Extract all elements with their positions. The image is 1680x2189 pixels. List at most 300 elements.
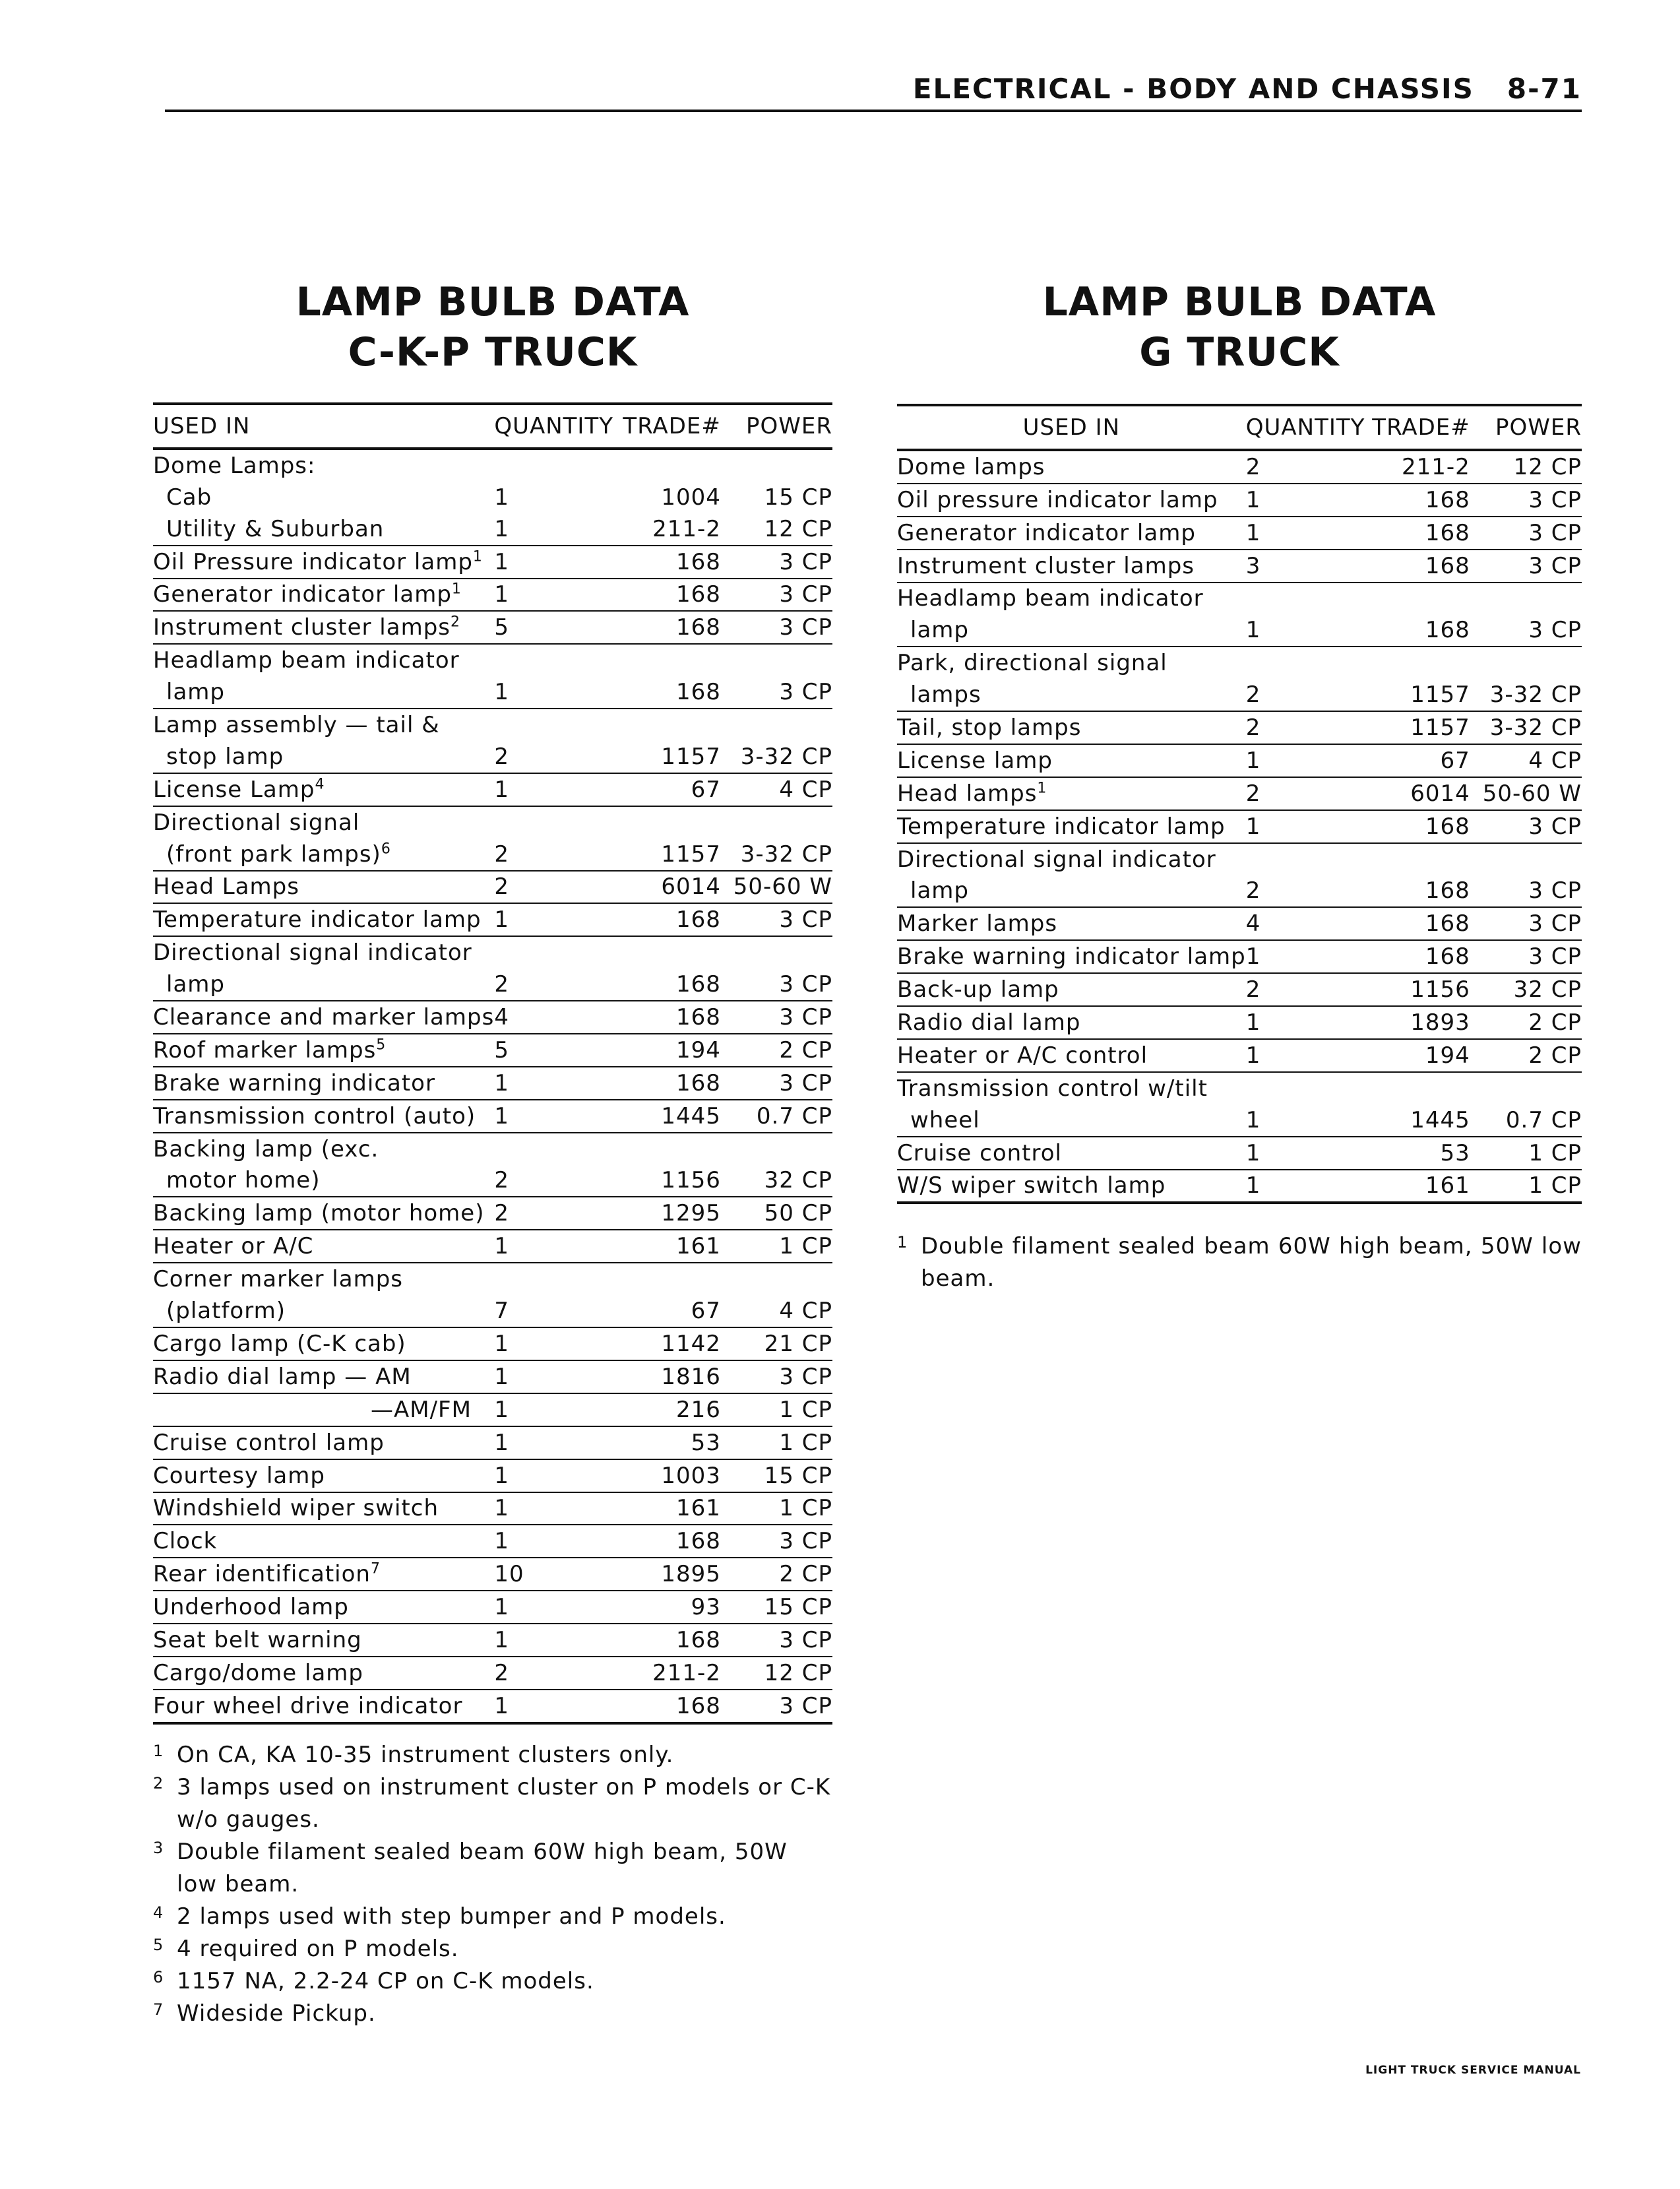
trade-cell [613, 1492, 721, 1525]
power-cell [721, 1067, 832, 1100]
table-row [897, 940, 1582, 973]
used-in-cell-text: Instrument cluster lamps [153, 614, 451, 641]
quantity-cell-text: 1 [1245, 747, 1261, 774]
used-in-cell-text: lamps [910, 682, 981, 709]
footnote-marker: 6 [153, 1967, 164, 1986]
trade-cell-text: 168 [675, 614, 721, 641]
trade-cell [1365, 907, 1470, 940]
footnote-ref: 7 [370, 1560, 381, 1577]
used-in-cell [897, 1137, 1246, 1170]
used-in-cell-text: Cargo lamp (C-K cab) [153, 1330, 406, 1357]
quantity-cell [494, 1624, 613, 1657]
trade-cell [1365, 679, 1470, 711]
table-row [153, 449, 832, 482]
quantity-cell-text: 2 [494, 1200, 509, 1227]
footnote-text: Double filament sealed beam 60W high beam, 50W low beam. [177, 1838, 788, 1897]
quantity-cell [1246, 810, 1365, 843]
trade-cell-text: 1157 [661, 841, 721, 868]
quantity-cell-text: 1 [494, 1102, 509, 1129]
power-cell-text: 50-60 W [1482, 780, 1582, 807]
quantity-cell [494, 871, 613, 904]
trade-cell [613, 1100, 721, 1133]
quantity-cell-text: 1 [494, 548, 509, 575]
used-in-cell [897, 550, 1246, 583]
table-row [153, 676, 832, 709]
power-cell-text: 1 CP [779, 1396, 832, 1423]
power-cell [1470, 1039, 1582, 1072]
page-number: 8-71 [1507, 73, 1582, 105]
trade-cell-text: 1445 [1410, 1106, 1470, 1133]
quantity-cell [494, 1230, 613, 1263]
trade-cell [613, 1591, 721, 1624]
power-cell-text: 3 CP [1528, 813, 1582, 840]
table-row [153, 482, 832, 513]
power-cell-text: 2 CP [1528, 1042, 1582, 1069]
power-cell-text: 12 CP [1513, 453, 1582, 480]
power-cell [721, 1426, 832, 1459]
table-row [153, 1295, 832, 1327]
power-cell-text: 3-32 CP [1489, 714, 1582, 742]
used-in-cell [153, 1067, 494, 1100]
used-in-cell [153, 1525, 494, 1558]
trade-cell-text: 168 [675, 906, 721, 934]
power-cell-text: 1 CP [779, 1495, 832, 1522]
trade-cell [613, 1001, 721, 1034]
power-cell-text: 2 CP [779, 1561, 832, 1588]
header-rule [165, 110, 1582, 112]
used-in-cell-text: Directional signal indicator [897, 846, 1216, 873]
table-row [153, 1034, 832, 1067]
trade-cell-text: 1156 [1410, 976, 1470, 1003]
quantity-cell-text: 2 [494, 1659, 509, 1686]
trade-cell [613, 1165, 721, 1197]
power-cell [721, 1001, 832, 1034]
quantity-cell [1246, 550, 1365, 583]
power-cell-text: 3 CP [1528, 519, 1582, 546]
g-title-line2: G TRUCK [1139, 329, 1340, 375]
power-cell-text: 3 CP [779, 1692, 832, 1719]
trade-cell-text: 1156 [661, 1167, 721, 1194]
table-row [897, 810, 1582, 843]
table-row [153, 1197, 832, 1230]
quantity-cell-text: 5 [494, 1036, 509, 1063]
footnote-text: Double filament sealed beam 60W high beam, 50W low beam. [921, 1233, 1582, 1292]
trade-cell-text: 67 [691, 1298, 721, 1325]
power-cell [721, 482, 832, 513]
quantity-cell [494, 936, 613, 968]
table-row [153, 1492, 832, 1525]
used-in-cell [897, 679, 1246, 711]
power-cell-text: 3 CP [779, 614, 832, 641]
used-in-cell [153, 1426, 494, 1459]
trade-cell [613, 1558, 721, 1591]
trade-cell-text: 194 [675, 1036, 721, 1063]
used-in-cell-text: Head lamps [897, 780, 1038, 807]
quantity-cell-text: 1 [494, 1495, 509, 1522]
table-row [897, 1039, 1582, 1072]
quantity-cell [1246, 517, 1365, 550]
used-in-cell [153, 644, 494, 676]
quantity-cell-text: 5 [494, 614, 509, 641]
power-cell [721, 1327, 832, 1360]
trade-cell-text: 168 [1425, 877, 1470, 904]
power-cell [1470, 679, 1582, 711]
power-cell [721, 773, 832, 806]
trade-cell-text: 168 [675, 1004, 721, 1031]
quantity-cell [494, 1263, 613, 1295]
quantity-cell [1246, 843, 1365, 875]
quantity-cell [494, 1393, 613, 1426]
trade-cell [613, 546, 721, 579]
quantity-cell-text: 1 [1245, 943, 1261, 970]
trade-cell-text: 6014 [661, 873, 721, 901]
power-cell-text: 3 CP [779, 1004, 832, 1031]
used-in-cell [897, 517, 1246, 550]
trade-cell [613, 579, 721, 612]
power-cell [1470, 614, 1582, 647]
table-row [897, 875, 1582, 908]
trade-cell [1365, 1170, 1470, 1203]
quantity-cell-text: 2 [494, 971, 509, 998]
quantity-cell [494, 1657, 613, 1690]
power-cell [721, 936, 832, 968]
quantity-cell-text: 1 [1245, 1106, 1261, 1133]
used-in-cell [897, 777, 1246, 810]
table-row [153, 1263, 832, 1295]
quantity-cell [494, 1591, 613, 1624]
power-cell [1470, 1006, 1582, 1039]
used-in-cell [153, 1690, 494, 1723]
table-row [153, 1459, 832, 1492]
power-cell [721, 1690, 832, 1723]
quantity-cell [1246, 875, 1365, 908]
power-cell-text: 1 CP [779, 1429, 832, 1456]
used-in-cell-text: Generator indicator lamp [153, 581, 452, 608]
power-cell-text: 4 CP [779, 776, 832, 803]
used-in-cell [153, 1034, 494, 1067]
trade-cell-text: 1142 [661, 1330, 721, 1357]
table-row [153, 871, 832, 904]
power-cell-text: 0.7 CP [1505, 1106, 1582, 1133]
table-row [153, 1657, 832, 1690]
power-cell [721, 1133, 832, 1165]
power-cell-text: 1 CP [779, 1233, 832, 1260]
table-row [897, 711, 1582, 744]
quantity-cell [1246, 614, 1365, 647]
quantity-cell-text: 1 [494, 1528, 509, 1555]
trade-cell [1365, 647, 1470, 679]
used-in-cell [153, 1263, 494, 1295]
quantity-cell [494, 968, 613, 1001]
used-in-cell-text: Roof marker lamps [153, 1036, 377, 1063]
used-in-cell [897, 1104, 1246, 1137]
trade-cell [1365, 777, 1470, 810]
trade-cell-text: 168 [1425, 617, 1470, 644]
quantity-cell-text: 1 [494, 1594, 509, 1621]
quantity-cell [494, 1558, 613, 1591]
used-in-cell [153, 1360, 494, 1393]
power-cell [1470, 1137, 1582, 1170]
quantity-cell [1246, 1072, 1365, 1104]
used-in-cell [897, 940, 1246, 973]
quantity-cell-text: 1 [494, 1692, 509, 1719]
used-in-cell [153, 449, 494, 482]
footnote-marker: 1 [897, 1233, 908, 1252]
g-table-header [897, 405, 1582, 450]
table-row [153, 806, 832, 839]
trade-cell-text: 168 [675, 548, 721, 575]
quantity-cell-text: 1 [494, 581, 509, 608]
used-in-cell [897, 973, 1246, 1006]
used-in-cell [897, 711, 1246, 744]
power-cell-text: 3 CP [779, 1528, 832, 1555]
quantity-cell [1246, 679, 1365, 711]
used-in-cell [897, 614, 1246, 647]
quantity-cell [494, 1133, 613, 1165]
trade-cell [613, 513, 721, 546]
header-title-block [913, 73, 1582, 105]
quantity-cell [494, 1426, 613, 1459]
quantity-cell [1246, 647, 1365, 679]
power-cell [721, 546, 832, 579]
trade-cell [1365, 1104, 1470, 1137]
quantity-cell [1246, 484, 1365, 517]
used-in-cell [153, 871, 494, 904]
trade-cell [613, 1393, 721, 1426]
used-in-cell-text: Lamp assembly — tail & [153, 712, 440, 739]
power-cell-text: 3 CP [779, 581, 832, 608]
trade-cell-text: 1445 [661, 1102, 721, 1129]
power-cell-text: 3 CP [1528, 552, 1582, 579]
quantity-cell [494, 903, 613, 936]
used-in-cell [153, 1100, 494, 1133]
power-cell [721, 839, 832, 871]
used-in-cell [897, 1072, 1246, 1104]
used-in-cell-text: (platform) [166, 1298, 286, 1325]
table-row [153, 1558, 832, 1591]
table-row [153, 1067, 832, 1100]
trade-cell [613, 1263, 721, 1295]
trade-cell-text: 1816 [661, 1363, 721, 1390]
quantity-cell [1246, 450, 1365, 484]
trade-cell [613, 936, 721, 968]
power-cell-text: 3 CP [1528, 943, 1582, 970]
used-in-cell-text: Utility & Suburban [166, 515, 385, 542]
power-cell-text: 4 CP [1528, 747, 1582, 774]
power-cell [1470, 711, 1582, 744]
col-power: POWER [1470, 405, 1582, 450]
power-cell [721, 1165, 832, 1197]
quantity-cell-text: 2 [1245, 682, 1261, 709]
trade-cell [1365, 711, 1470, 744]
trade-cell [613, 839, 721, 871]
power-cell [721, 806, 832, 839]
used-in-cell-text: Backing lamp (exc. [153, 1135, 379, 1162]
used-in-cell [897, 1006, 1246, 1039]
table-row [153, 1230, 832, 1263]
power-cell-text: 3 CP [1528, 877, 1582, 904]
power-cell-text: 3-32 CP [1489, 682, 1582, 709]
power-cell-text: 12 CP [764, 1659, 832, 1686]
quantity-cell-text: 1 [1245, 617, 1261, 644]
quantity-cell [1246, 1104, 1365, 1137]
used-in-cell-text: Radio dial lamp — AM [153, 1363, 412, 1390]
trade-cell [613, 1459, 721, 1492]
used-in-cell [153, 741, 494, 773]
power-cell [721, 903, 832, 936]
footnote [153, 1998, 832, 2030]
power-cell [721, 579, 832, 612]
table-row [153, 1165, 832, 1197]
used-in-cell [897, 843, 1246, 875]
footnote-marker: 1 [153, 1741, 164, 1760]
table-row [897, 614, 1582, 647]
ckp-section [153, 277, 832, 2030]
trade-cell-text: 1157 [661, 743, 721, 770]
g-title-line1: LAMP BULB DATA [1042, 279, 1437, 325]
table-row [897, 1072, 1582, 1104]
quantity-cell-text: 2 [494, 873, 509, 901]
used-in-cell [153, 1459, 494, 1492]
quantity-cell [494, 546, 613, 579]
footnote-ref: 6 [381, 841, 391, 858]
used-in-cell-text: Transmission control w/tilt [897, 1075, 1208, 1102]
used-in-cell-text: Cargo/dome lamp [153, 1659, 364, 1686]
quantity-cell-text: 1 [494, 1626, 509, 1653]
trade-cell-text: 161 [675, 1495, 721, 1522]
used-in-cell-text: (front park lamps) [166, 841, 381, 868]
trade-cell-text: 194 [1425, 1042, 1470, 1069]
ckp-table-body [153, 449, 832, 1723]
used-in-cell [153, 546, 494, 579]
trade-cell-text: 168 [1425, 552, 1470, 579]
power-cell [721, 1034, 832, 1067]
used-in-cell [153, 1197, 494, 1230]
quantity-cell-text: 1 [1245, 519, 1261, 546]
power-cell [721, 741, 832, 773]
used-in-cell [153, 773, 494, 806]
used-in-cell [897, 907, 1246, 940]
quantity-cell [1246, 744, 1365, 777]
footnote-text: 1157 NA, 2.2-24 CP on C-K models. [177, 1967, 594, 1994]
table-row [153, 611, 832, 644]
quantity-cell [1246, 777, 1365, 810]
power-cell [721, 449, 832, 482]
quantity-cell-text: 2 [494, 743, 509, 770]
trade-cell [613, 611, 721, 644]
power-cell-text: 3 CP [1528, 617, 1582, 644]
table-row [153, 968, 832, 1001]
quantity-cell-text: 1 [1245, 1009, 1261, 1036]
quantity-cell [494, 513, 613, 546]
power-cell [721, 871, 832, 904]
trade-cell [613, 1295, 721, 1327]
table-row [897, 583, 1582, 615]
used-in-cell-text: Park, directional signal [897, 650, 1167, 677]
used-in-cell-text: Generator indicator lamp [897, 519, 1196, 546]
power-cell [721, 1459, 832, 1492]
used-in-cell [153, 1295, 494, 1327]
table-row [153, 903, 832, 936]
quantity-cell-text: 1 [1245, 1139, 1261, 1166]
footnote-ref: 2 [451, 614, 461, 631]
quantity-cell-text: 2 [1245, 714, 1261, 742]
trade-cell [1365, 744, 1470, 777]
trade-cell [1365, 583, 1470, 615]
trade-cell-text: 67 [691, 776, 721, 803]
table-row [897, 973, 1582, 1006]
trade-cell [613, 709, 721, 741]
trade-cell-text: 161 [675, 1233, 721, 1260]
power-cell [1470, 583, 1582, 615]
g-table-body [897, 450, 1582, 1203]
footnote [153, 1965, 832, 1998]
trade-cell-text: 211-2 [652, 515, 721, 542]
power-cell [1470, 744, 1582, 777]
used-in-cell [897, 1170, 1246, 1203]
used-in-cell-text: lamp [166, 971, 225, 998]
quantity-cell-text: 1 [494, 1069, 509, 1096]
table-row [897, 647, 1582, 679]
table-row [153, 773, 832, 806]
trade-cell [613, 871, 721, 904]
power-cell [721, 1624, 832, 1657]
used-in-cell [153, 1657, 494, 1690]
used-in-cell-text: lamp [910, 877, 969, 904]
quantity-cell [494, 1295, 613, 1327]
trade-cell [613, 968, 721, 1001]
quantity-cell-text: 2 [494, 1167, 509, 1194]
used-in-cell-text: Radio dial lamp [897, 1009, 1081, 1036]
trade-cell-text: 168 [675, 679, 721, 706]
quantity-cell-text: 1 [494, 515, 509, 542]
used-in-cell [153, 1591, 494, 1624]
section-title: ELECTRICAL - BODY AND CHASSIS [912, 73, 1474, 105]
power-cell-text: 3 CP [779, 1363, 832, 1390]
power-cell [1470, 1170, 1582, 1203]
quantity-cell [1246, 907, 1365, 940]
quantity-cell-text: 1 [494, 776, 509, 803]
table-row [897, 1137, 1582, 1170]
trade-cell [1365, 1072, 1470, 1104]
table-row [897, 1006, 1582, 1039]
table-row [153, 1327, 832, 1360]
used-in-cell [153, 513, 494, 546]
quantity-cell-text: 1 [494, 1363, 509, 1390]
used-in-cell-text: Cab [166, 484, 212, 511]
used-in-cell-text: Windshield wiper switch [153, 1495, 439, 1522]
power-cell [1470, 940, 1582, 973]
used-in-cell [153, 1327, 494, 1360]
used-in-cell-text: Heater or A/C control [897, 1042, 1148, 1069]
table-row [897, 1104, 1582, 1137]
trade-cell [1365, 1039, 1470, 1072]
used-in-cell [153, 1001, 494, 1034]
footnote-marker: 2 [153, 1773, 164, 1792]
trade-cell-text: 211-2 [652, 1659, 721, 1686]
quantity-cell [494, 676, 613, 709]
table-row [897, 907, 1582, 940]
used-in-cell [897, 484, 1246, 517]
trade-cell [613, 1197, 721, 1230]
ckp-title-line2: C-K-P TRUCK [348, 329, 638, 375]
table-row [153, 1624, 832, 1657]
power-cell-text: 3 CP [1528, 910, 1582, 937]
table-row [897, 517, 1582, 550]
quantity-cell [1246, 973, 1365, 1006]
power-cell [721, 1263, 832, 1295]
trade-cell-text: 216 [675, 1396, 721, 1423]
